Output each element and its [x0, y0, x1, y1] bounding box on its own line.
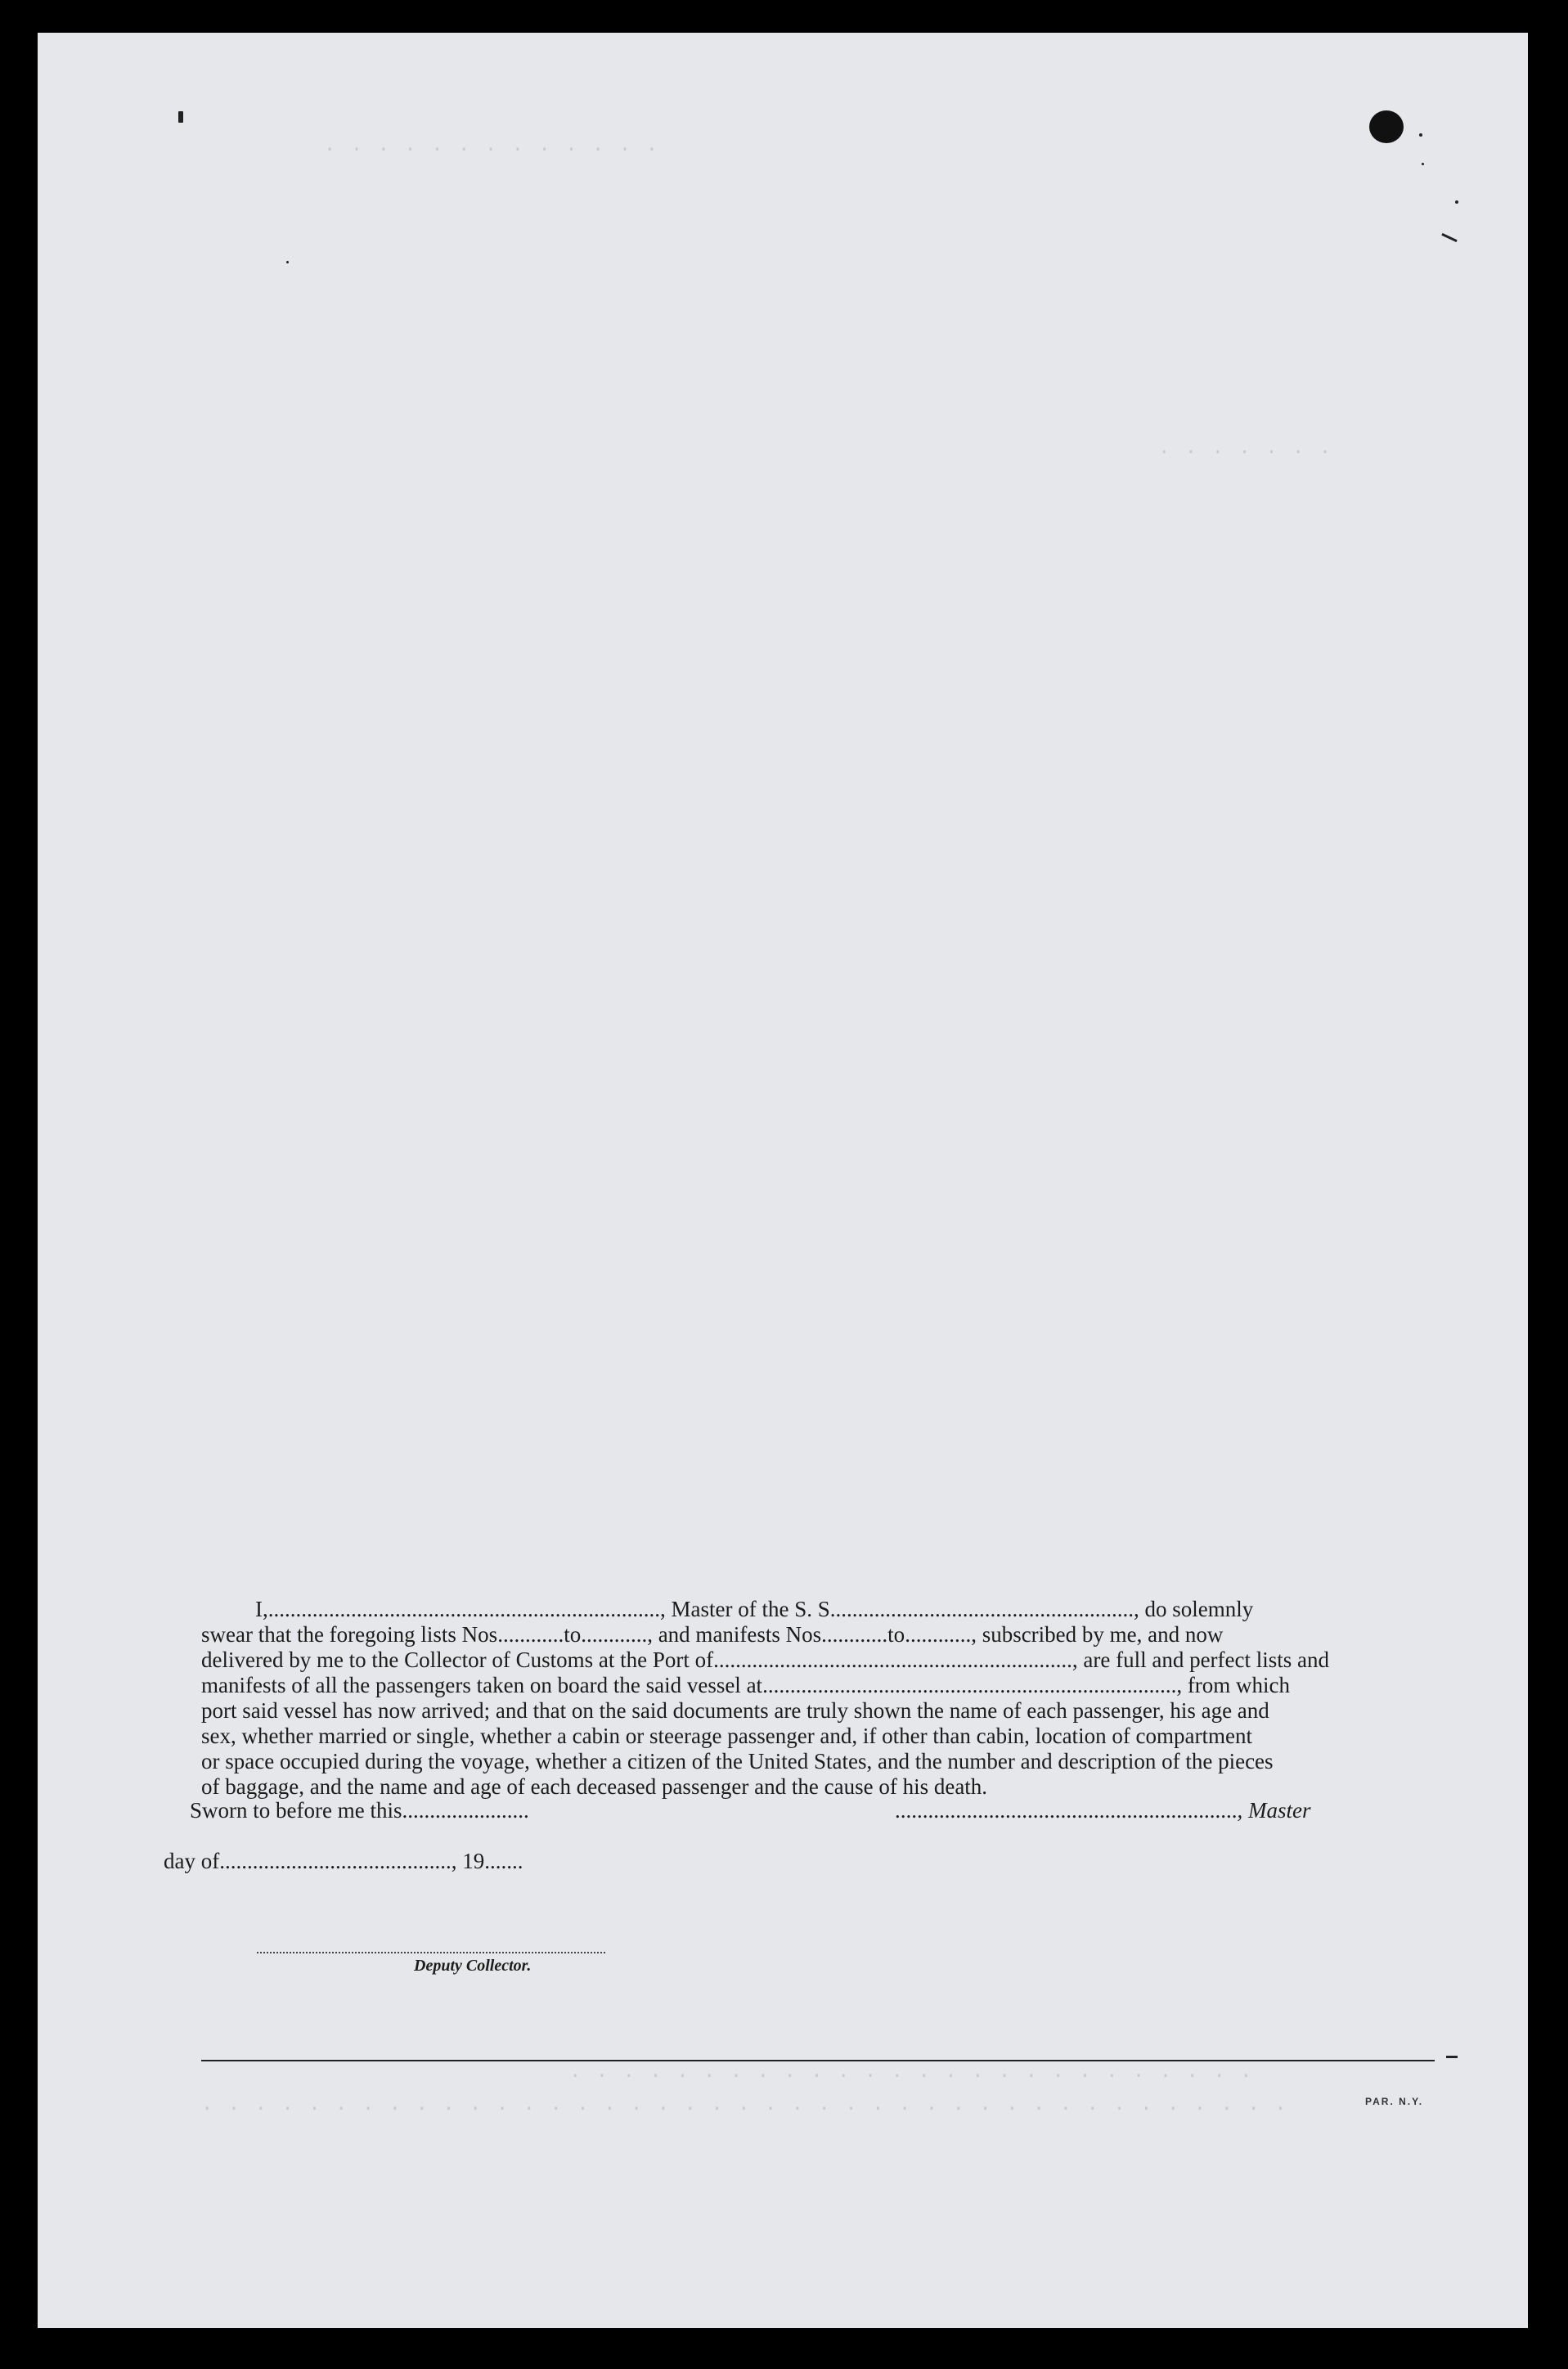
departure-port-blank: ........................................................................... — [762, 1673, 1177, 1697]
oath-line-5: port said vessel has now arrived; and that on the said documents are truly shown the name of each passenger, his age and — [201, 1698, 1269, 1723]
vessel-name-blank: ...................................................... — [835, 1597, 1134, 1621]
oath-line-8: of baggage, and the name and age of each deceased passenger and the cause of his death. — [201, 1774, 988, 1799]
oath-line-7: or space occupied during the voyage, whether a citizen of the United States, and the number and description of the pieces — [201, 1749, 1274, 1773]
deputy-signature-line — [257, 1952, 605, 1953]
bleed-through-text: · · · · · · · · · · · · · · · · · · · · · · · · · · · · · · · · · · · · · · · · · — [201, 2098, 1288, 2120]
oath-to: to — [564, 1622, 582, 1647]
bleed-through-text: · · · · · · · · · · · · · · · · · · · · · · · · · · — [569, 2066, 1254, 2088]
month-blank: .......................................... — [219, 1849, 452, 1873]
master-signature-blank: .............................................................. — [895, 1798, 1238, 1823]
day-of-line — [164, 1849, 523, 1874]
day-of-label: day of — [164, 1849, 220, 1873]
speck — [286, 261, 289, 263]
oath-full: , are full and perfect lists and — [1072, 1648, 1330, 1672]
port-blank: ................................................................. — [713, 1648, 1072, 1672]
oath-to2: to — [887, 1622, 905, 1647]
master-signature-line — [895, 1798, 1311, 1823]
speck — [1446, 2056, 1458, 2058]
punch-hole — [1369, 110, 1404, 143]
master-label: , Master — [1237, 1798, 1311, 1823]
year-blank: ....... — [484, 1849, 523, 1873]
lists-to-blank: ............ — [581, 1622, 648, 1647]
speck — [178, 111, 183, 123]
oath-i: I, — [255, 1597, 268, 1621]
oath-subscribed: , subscribed by me, and now — [971, 1622, 1224, 1647]
bleed-through-text: · · · · · · · · · · · · · — [324, 139, 660, 161]
oath-manifests-all: manifests of all the passengers taken on board the said vessel at — [201, 1673, 763, 1697]
sworn-label: Sworn to before me this — [190, 1798, 402, 1823]
oath-from-which: , from which — [1176, 1673, 1291, 1697]
oath-line-6: sex, whether married or single, whether a cabin or steerage passenger and, if other than cabin, location of compartment — [201, 1724, 1253, 1748]
oath-delivered: delivered by me to the Collector of Customs at the Port of — [201, 1648, 714, 1672]
bleed-through-text: · · · · · · · — [1158, 442, 1333, 464]
speck — [1422, 163, 1424, 165]
oath-swear: swear that the foregoing lists Nos — [201, 1622, 498, 1647]
manifests-to-blank: ............ — [905, 1622, 972, 1647]
master-oath-paragraph — [201, 1597, 1446, 1800]
deputy-collector-label: Deputy Collector. — [414, 1957, 532, 1975]
document-sheet — [38, 33, 1528, 2328]
oath-manifests: , and manifests Nos — [647, 1622, 822, 1647]
speck — [1455, 200, 1458, 204]
footer-rule — [201, 2060, 1435, 2061]
year-label: , 19 — [451, 1849, 485, 1873]
oath-solemnly: , do solemnly — [1133, 1597, 1254, 1621]
printer-mark: PAR. N.Y. — [1365, 2096, 1424, 2107]
manifests-from-blank: ............ — [821, 1622, 888, 1647]
master-name-blank: ....................................................................... — [267, 1597, 660, 1621]
lists-from-blank: ............ — [497, 1622, 564, 1647]
speck — [1419, 133, 1422, 137]
oath-master-of: , Master of the S. S. — [660, 1597, 836, 1621]
speck — [1441, 233, 1457, 242]
sworn-line — [190, 1798, 529, 1823]
sworn-day-blank: ....................... — [402, 1798, 529, 1823]
